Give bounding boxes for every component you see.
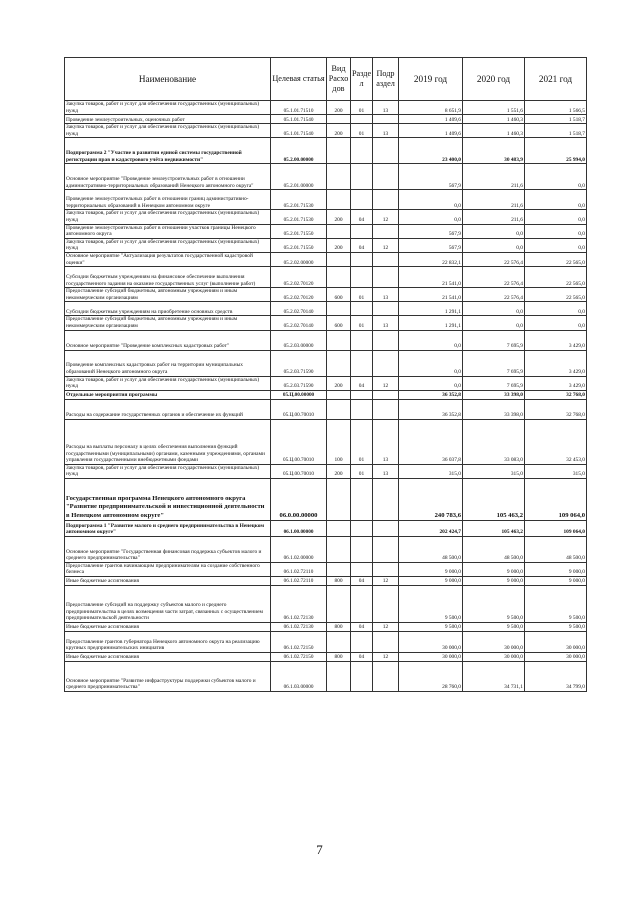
header-section: Разде л: [351, 58, 373, 101]
table-row: [65, 577, 587, 586]
table-row: [65, 653, 587, 662]
row-expense-type: [327, 350, 351, 376]
row-expense-type: [327, 562, 351, 576]
row-target-article: 05.2.01.71530: [271, 210, 327, 224]
row-value-2021: 9 000,0: [525, 562, 587, 576]
row-target-article: 05.Ц.00.70010: [271, 464, 327, 478]
row-expense-type: 200: [327, 464, 351, 478]
row-section: 01: [351, 464, 373, 478]
row-section: 01: [351, 316, 373, 330]
header-expense-type: Вид Расхо дов: [327, 58, 351, 101]
row-section: [351, 399, 373, 419]
row-value-2020: 33 398,0: [463, 390, 525, 399]
row-value-2020: 9 500,0: [463, 623, 525, 632]
row-value-2021: 9 500,0: [525, 623, 587, 632]
row-value-2019: 36 352,8: [399, 390, 463, 399]
row-value-2020: 30 000,0: [463, 653, 525, 662]
row-target-article: 06.1.02.72110: [271, 562, 327, 576]
row-name: Закупка товаров, работ и услуг для обеспечения государственных (муниципальных) нужд: [65, 464, 271, 478]
row-value-2020: 0,0: [463, 302, 525, 316]
table-row: [65, 478, 587, 520]
row-value-2019: 567,9: [399, 224, 463, 238]
table-row: [65, 623, 587, 632]
row-expense-type: 200: [327, 124, 351, 138]
row-target-article: 05.2.02.70140: [271, 302, 327, 316]
header-article: Целевая статья: [271, 58, 327, 101]
row-subsection: 13: [373, 288, 399, 302]
row-value-2021: 22 565,0: [525, 252, 587, 266]
row-subsection: 12: [373, 238, 399, 252]
row-target-article: 05.Ц.00.70010: [271, 399, 327, 419]
table-row: [65, 124, 587, 138]
row-name: Иные бюджетные ассигнования: [65, 653, 271, 662]
row-subsection: [373, 138, 399, 164]
row-value-2021: 32 768,0: [525, 390, 587, 399]
row-value-2021: 3 429,0: [525, 376, 587, 390]
row-subsection: [373, 399, 399, 419]
row-subsection: 13: [373, 464, 399, 478]
row-section: 01: [351, 101, 373, 115]
page-number: 7: [316, 842, 323, 857]
row-value-2021: 1 518,7: [525, 124, 587, 138]
row-subsection: [373, 632, 399, 653]
row-subsection: 13: [373, 316, 399, 330]
table-row: [65, 101, 587, 115]
table-row: [65, 164, 587, 190]
row-value-2020: 105 463,2: [463, 478, 525, 520]
row-target-article: 05.2.02.70140: [271, 316, 327, 330]
row-subsection: [373, 115, 399, 124]
row-target-article: 05.1.01.71540: [271, 124, 327, 138]
row-target-article: 06.1.00.00000: [271, 520, 327, 536]
table-row: [65, 376, 587, 390]
row-value-2020: 7 695,9: [463, 376, 525, 390]
table-row: [65, 252, 587, 266]
row-name: Проведение комплексных кадастровых работ на территории муниципальных образований Ненецкого автономного округа: [65, 350, 271, 376]
row-value-2020: 9 000,0: [463, 562, 525, 576]
row-value-2021: 0,0: [525, 210, 587, 224]
row-expense-type: 200: [327, 238, 351, 252]
row-expense-type: [327, 520, 351, 536]
table-row: [65, 419, 587, 464]
table-row: [65, 138, 587, 164]
row-target-article: 06.1.02.00000: [271, 536, 327, 562]
row-subsection: [373, 350, 399, 376]
row-name: Основное мероприятие "Актуализация результатов государственной кадастровой оценки": [65, 252, 271, 266]
row-target-article: 05.1.01.71540: [271, 115, 327, 124]
table-row: [65, 390, 587, 399]
row-value-2019: 48 500,0: [399, 536, 463, 562]
table-row: [65, 316, 587, 330]
row-section: 04: [351, 376, 373, 390]
row-value-2020: 22 576,4: [463, 288, 525, 302]
row-subsection: 13: [373, 101, 399, 115]
row-section: [351, 138, 373, 164]
row-expense-type: [327, 224, 351, 238]
row-expense-type: [327, 252, 351, 266]
row-expense-type: [327, 586, 351, 623]
row-subsection: 12: [373, 623, 399, 632]
row-expense-type: 800: [327, 623, 351, 632]
row-name: Предоставление субсидий бюджетным, автономным учреждениям и иным некоммерческим организациям: [65, 288, 271, 302]
row-value-2019: 1 291,1: [399, 302, 463, 316]
row-section: [351, 115, 373, 124]
row-value-2020: 30 000,0: [463, 632, 525, 653]
row-value-2019: 0,0: [399, 376, 463, 390]
row-expense-type: 100: [327, 419, 351, 464]
row-value-2021: 48 500,0: [525, 536, 587, 562]
row-section: [351, 164, 373, 190]
row-subsection: [373, 662, 399, 692]
table-row: [65, 632, 587, 653]
row-subsection: [373, 330, 399, 350]
row-name: Проведение землеустроительных работ в отношении границ административно-территориальных образований в Ненецком автономном округе: [65, 190, 271, 210]
row-section: 04: [351, 653, 373, 662]
row-expense-type: [327, 190, 351, 210]
row-section: [351, 330, 373, 350]
row-value-2019: 21 541,0: [399, 288, 463, 302]
row-target-article: 06.1.02.72150: [271, 632, 327, 653]
row-section: [351, 562, 373, 576]
row-section: 04: [351, 623, 373, 632]
row-name: Подпрограмма 2 "Участие в развитии единой системы государственной регистрации прав и кадастрового учёта недвижимости": [65, 138, 271, 164]
row-target-article: 05.2.01.71550: [271, 238, 327, 252]
row-expense-type: [327, 662, 351, 692]
row-value-2021: 0,0: [525, 302, 587, 316]
row-name: Государственная программа Ненецкого автономного округа "Развитие предпринимательской и инвестиционной деятельности в Ненецком автономном округе": [65, 478, 271, 520]
row-name: Основное мероприятие "Проведение землеустроительных работ в отношении административно-территориальных образований Ненецкого автономного округа": [65, 164, 271, 190]
row-name: Основное мероприятие "Государственная финансовая поддержка субъектов малого и среднего предпринимательства": [65, 536, 271, 562]
table-row: [65, 662, 587, 692]
row-subsection: 12: [373, 376, 399, 390]
row-section: [351, 390, 373, 399]
row-name: Субсидии бюджетным учреждениям на приобретение основных средств: [65, 302, 271, 316]
row-value-2021: 0,0: [525, 164, 587, 190]
row-value-2020: 105 463,2: [463, 520, 525, 536]
row-value-2020: 34 731,1: [463, 662, 525, 692]
budget-table: [64, 57, 587, 692]
row-value-2021: 30 000,0: [525, 653, 587, 662]
row-name: Закупка товаров, работ и услуг для обеспечения государственных (муниципальных) нужд: [65, 210, 271, 224]
row-expense-type: [327, 330, 351, 350]
row-value-2021: 32 768,0: [525, 399, 587, 419]
row-section: 04: [351, 577, 373, 586]
row-value-2020: 211,6: [463, 210, 525, 224]
row-subsection: 13: [373, 419, 399, 464]
row-expense-type: [327, 536, 351, 562]
row-section: [351, 267, 373, 288]
row-section: [351, 632, 373, 653]
row-value-2019: 8 651,9: [399, 101, 463, 115]
row-name: Расходы на содержание государственных органов и обеспечение их функций: [65, 399, 271, 419]
row-value-2020: 315,0: [463, 464, 525, 478]
row-target-article: 06.1.02.72130: [271, 586, 327, 623]
row-value-2021: 109 064,0: [525, 478, 587, 520]
row-target-article: 05.2.00.00000: [271, 138, 327, 164]
row-subsection: [373, 562, 399, 576]
row-value-2020: 211,6: [463, 164, 525, 190]
row-expense-type: [327, 267, 351, 288]
row-expense-type: 600: [327, 316, 351, 330]
row-expense-type: [327, 115, 351, 124]
row-value-2020: 0,0: [463, 316, 525, 330]
row-value-2019: 315,0: [399, 464, 463, 478]
row-name: Субсидии бюджетным учреждениям на финансовое обеспечение выполнения государственного задания на оказание государственных услуг (выполнение работ): [65, 267, 271, 288]
table-row: [65, 520, 587, 536]
row-value-2020: 9 000,0: [463, 577, 525, 586]
row-name: Предоставление грантов начинающим предпринимателям на создание собственного бизнеса: [65, 562, 271, 576]
row-subsection: [373, 586, 399, 623]
table-row: [65, 224, 587, 238]
table-row: [65, 399, 587, 419]
row-value-2019: 0,0: [399, 190, 463, 210]
row-value-2019: 0,0: [399, 350, 463, 376]
row-subsection: 12: [373, 210, 399, 224]
row-section: 04: [351, 238, 373, 252]
row-value-2019: 30 000,0: [399, 632, 463, 653]
row-expense-type: 800: [327, 577, 351, 586]
row-name: Закупка товаров, работ и услуг для обеспечения государственных (муниципальных) нужд: [65, 376, 271, 390]
row-target-article: 05.2.03.71590: [271, 376, 327, 390]
row-target-article: 05.2.02.70120: [271, 267, 327, 288]
row-value-2021: 9 000,0: [525, 577, 587, 586]
row-value-2020: 0,0: [463, 238, 525, 252]
row-value-2021: 0,0: [525, 238, 587, 252]
row-value-2019: 36 037,8: [399, 419, 463, 464]
row-value-2020: 7 695,9: [463, 330, 525, 350]
row-section: [351, 302, 373, 316]
table-body: [65, 101, 587, 692]
table-row: [65, 586, 587, 623]
row-name: Проведение землеустроительных, оценочных работ: [65, 115, 271, 124]
row-value-2021: 32 453,0: [525, 419, 587, 464]
row-expense-type: [327, 164, 351, 190]
row-value-2019: 1 291,1: [399, 316, 463, 330]
row-value-2019: 9 000,0: [399, 562, 463, 576]
row-value-2019: 0,0: [399, 330, 463, 350]
row-value-2019: 9 500,0: [399, 586, 463, 623]
row-value-2021: 0,0: [525, 224, 587, 238]
row-value-2020: 9 500,0: [463, 586, 525, 623]
table-row: [65, 302, 587, 316]
row-section: [351, 520, 373, 536]
row-target-article: 05.2.02.00000: [271, 252, 327, 266]
row-subsection: [373, 536, 399, 562]
row-value-2020: 1 460,3: [463, 124, 525, 138]
row-section: 04: [351, 210, 373, 224]
row-value-2020: 1 551,6: [463, 101, 525, 115]
row-subsection: [373, 520, 399, 536]
row-name: Проведение землеустроительных работ в отношении участков границы Ненецкого автономного округа: [65, 224, 271, 238]
row-section: [351, 478, 373, 520]
row-target-article: 05.Ц.00.00000: [271, 390, 327, 399]
row-value-2019: 36 352,8: [399, 399, 463, 419]
row-expense-type: 800: [327, 653, 351, 662]
row-expense-type: 200: [327, 210, 351, 224]
row-target-article: 05.2.01.71530: [271, 190, 327, 210]
row-value-2021: 3 429,0: [525, 330, 587, 350]
row-subsection: [373, 164, 399, 190]
row-target-article: 06.1.02.72110: [271, 577, 327, 586]
table-row: [65, 464, 587, 478]
row-expense-type: [327, 478, 351, 520]
row-value-2021: 109 064,0: [525, 520, 587, 536]
row-section: [351, 662, 373, 692]
row-section: [351, 536, 373, 562]
row-name: Закупка товаров, работ и услуг для обеспечения государственных (муниципальных) нужд: [65, 238, 271, 252]
row-value-2020: 33 083,0: [463, 419, 525, 464]
row-value-2021: 1 566,5: [525, 101, 587, 115]
row-target-article: 05.2.02.70120: [271, 288, 327, 302]
row-subsection: [373, 267, 399, 288]
row-value-2020: 0,0: [463, 224, 525, 238]
row-section: [351, 586, 373, 623]
row-value-2021: 0,0: [525, 316, 587, 330]
row-section: 01: [351, 419, 373, 464]
row-value-2020: 7 695,9: [463, 350, 525, 376]
row-target-article: 05.1.01.71510: [271, 101, 327, 115]
row-name: Расходы на выплаты персоналу в целях обеспечения выполнения функций государственными (муниципальными) органами, казенными учреждениями, органами управления государственными внебюджетными фондами: [65, 419, 271, 464]
row-value-2021: 22 565,0: [525, 288, 587, 302]
row-expense-type: [327, 390, 351, 399]
row-value-2019: 240 783,6: [399, 478, 463, 520]
row-value-2020: 211,6: [463, 190, 525, 210]
row-subsection: [373, 224, 399, 238]
row-section: [351, 252, 373, 266]
row-expense-type: [327, 632, 351, 653]
row-value-2021: 25 994,0: [525, 138, 587, 164]
row-target-article: 06.0.00.00000: [271, 478, 327, 520]
row-value-2019: 23 400,0: [399, 138, 463, 164]
row-section: 01: [351, 124, 373, 138]
header-name: Наименование: [65, 58, 271, 101]
row-target-article: 06.1.03.00000: [271, 662, 327, 692]
row-name: Предоставление субсидий бюджетным, автономным учреждениям и иным некоммерческим организациям: [65, 316, 271, 330]
row-section: [351, 190, 373, 210]
row-value-2019: 22 832,1: [399, 252, 463, 266]
row-name: Закупка товаров, работ и услуг для обеспечения государственных (муниципальных) нужд: [65, 101, 271, 115]
row-value-2019: 567,9: [399, 238, 463, 252]
table-row: [65, 350, 587, 376]
row-value-2021: 22 565,0: [525, 267, 587, 288]
row-subsection: [373, 302, 399, 316]
row-subsection: [373, 252, 399, 266]
row-expense-type: 200: [327, 376, 351, 390]
table-row: [65, 210, 587, 224]
row-section: [351, 224, 373, 238]
row-value-2021: 0,0: [525, 190, 587, 210]
row-subsection: 12: [373, 653, 399, 662]
row-subsection: 12: [373, 577, 399, 586]
row-value-2019: 567,9: [399, 164, 463, 190]
row-value-2021: 9 500,0: [525, 586, 587, 623]
row-value-2021: 3 429,0: [525, 350, 587, 376]
row-section: [351, 350, 373, 376]
row-name: Подпрограмма 1 "Развитие малого и среднего предпринимательства в Ненецком автономном округе": [65, 520, 271, 536]
row-value-2020: 30 483,9: [463, 138, 525, 164]
row-value-2019: 9 500,0: [399, 623, 463, 632]
row-value-2019: 1 409,6: [399, 124, 463, 138]
row-value-2020: 22 576,4: [463, 267, 525, 288]
table-row: [65, 115, 587, 124]
row-value-2019: 202 424,7: [399, 520, 463, 536]
header-year-2020: 2020 год: [463, 58, 525, 101]
row-value-2020: 33 398,0: [463, 399, 525, 419]
row-name: Предоставление субсидий на поддержку субъектов малого и среднего предпринимательства в целях возмещения части затрат, связанных с осуществлением предпринимательской деятельности: [65, 586, 271, 623]
header-subsection: Подр аздел: [373, 58, 399, 101]
row-value-2019: 1 409,6: [399, 115, 463, 124]
row-value-2019: 28 760,0: [399, 662, 463, 692]
header-year-2021: 2021 год: [525, 58, 587, 101]
row-value-2020: 48 500,0: [463, 536, 525, 562]
table-row: [65, 536, 587, 562]
row-value-2020: 22 576,4: [463, 252, 525, 266]
row-name: Основное мероприятие "Развитие инфраструктуры поддержки субъектов малого и среднего предпринимательства": [65, 662, 271, 692]
row-expense-type: [327, 302, 351, 316]
table-row: [65, 562, 587, 576]
row-target-article: 05.2.03.71590: [271, 350, 327, 376]
row-section: 01: [351, 288, 373, 302]
table-row: [65, 238, 587, 252]
table-row: [65, 288, 587, 302]
row-name: Закупка товаров, работ и услуг для обеспечения государственных (муниципальных) нужд: [65, 124, 271, 138]
row-value-2019: 21 541,0: [399, 267, 463, 288]
table-row: [65, 330, 587, 350]
row-name: Основное мероприятие "Проведение комплексных кадастровых работ": [65, 330, 271, 350]
row-expense-type: [327, 399, 351, 419]
row-value-2021: 315,0: [525, 464, 587, 478]
row-value-2019: 0,0: [399, 210, 463, 224]
header-year-2019: 2019 год: [399, 58, 463, 101]
row-name: Иные бюджетные ассигнования: [65, 623, 271, 632]
row-target-article: 05.2.01.71550: [271, 224, 327, 238]
row-target-article: 05.2.03.00000: [271, 330, 327, 350]
row-subsection: 13: [373, 124, 399, 138]
row-target-article: 05.2.01.00000: [271, 164, 327, 190]
table-row: [65, 267, 587, 288]
row-expense-type: 600: [327, 288, 351, 302]
row-value-2019: 30 000,0: [399, 653, 463, 662]
row-name: Иные бюджетные ассигнования: [65, 577, 271, 586]
row-subsection: [373, 478, 399, 520]
row-target-article: 06.1.02.72150: [271, 653, 327, 662]
row-subsection: [373, 190, 399, 210]
row-expense-type: [327, 138, 351, 164]
row-name: Предоставление грантов губернатора Ненецкого автономного округа на реализацию крупных предпринимательских инициатив: [65, 632, 271, 653]
row-target-article: 06.1.02.72130: [271, 623, 327, 632]
row-name: Отдельные мероприятия программы: [65, 390, 271, 399]
row-value-2020: 1 460,3: [463, 115, 525, 124]
row-value-2019: 9 000,0: [399, 577, 463, 586]
table-row: [65, 190, 587, 210]
row-value-2021: 34 799,0: [525, 662, 587, 692]
row-subsection: [373, 390, 399, 399]
row-expense-type: 200: [327, 101, 351, 115]
table-header-row: [65, 58, 587, 101]
row-value-2021: 30 000,0: [525, 632, 587, 653]
row-value-2021: 1 518,7: [525, 115, 587, 124]
row-target-article: 05.Ц.00.70010: [271, 419, 327, 464]
